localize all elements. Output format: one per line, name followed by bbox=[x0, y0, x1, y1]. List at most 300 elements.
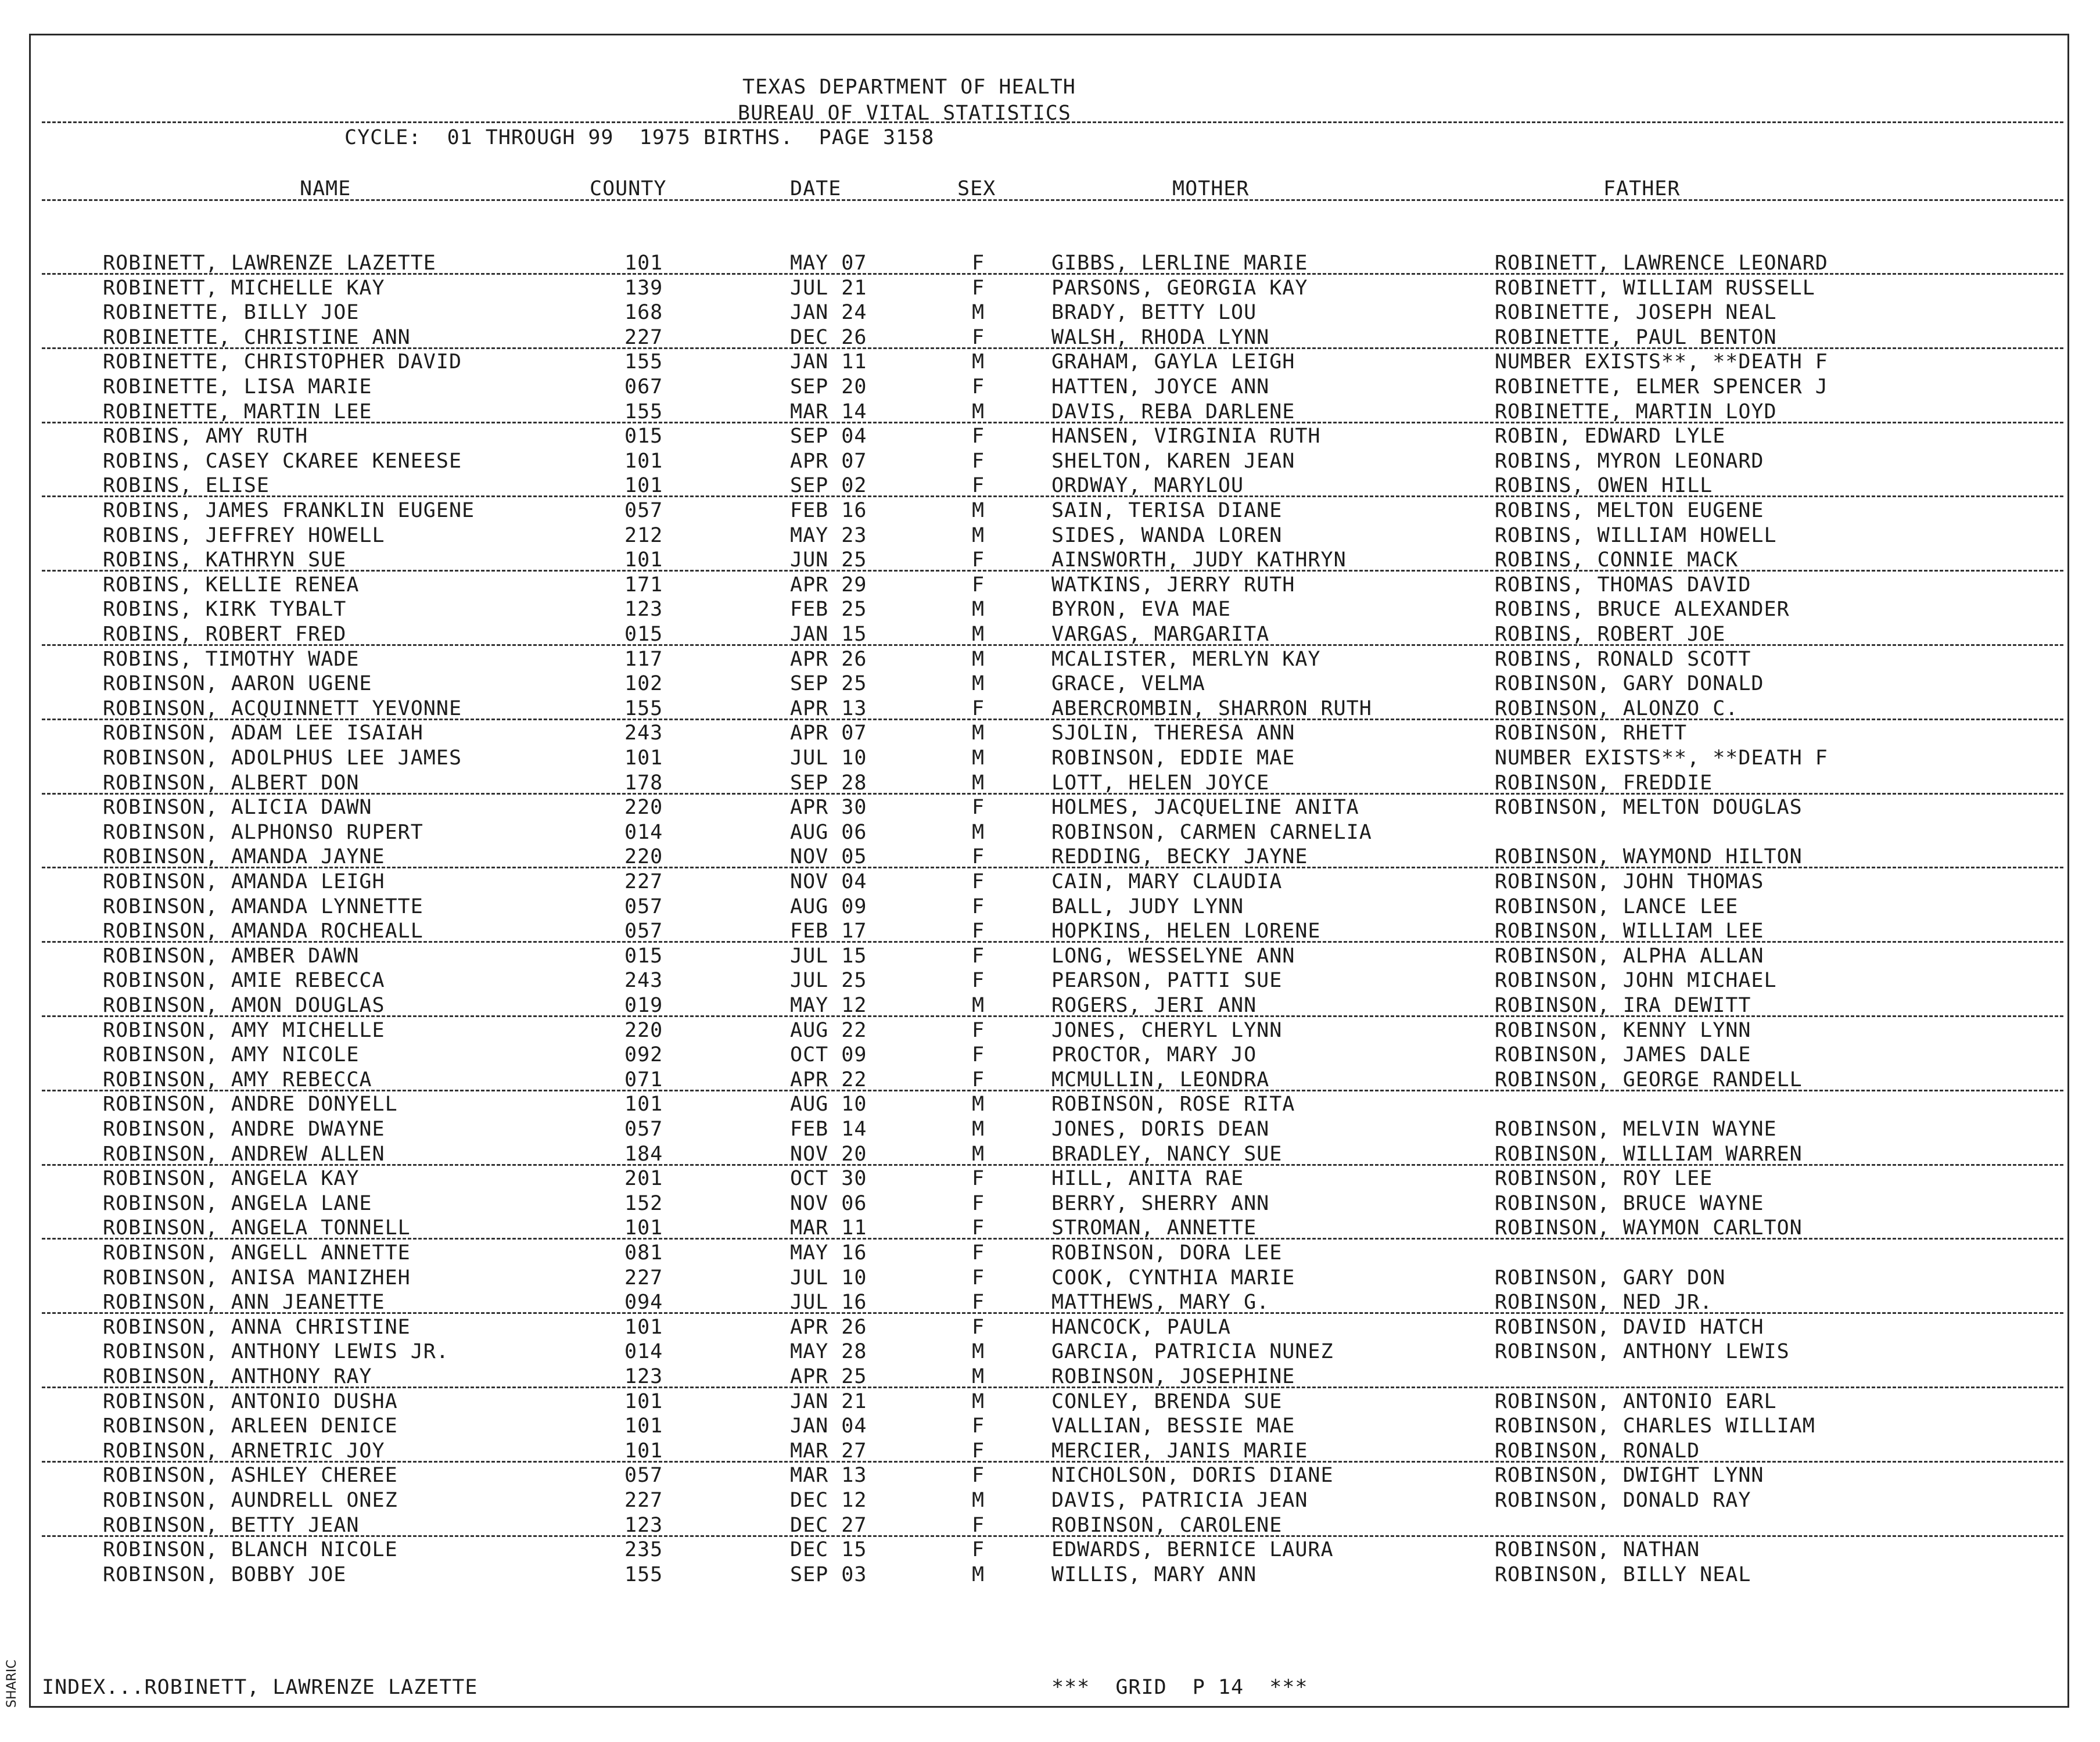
table-row bbox=[0, 1365, 2100, 1390]
cell-mother: ROBINSON, CAROLENE bbox=[1051, 1513, 1283, 1537]
cell-name: ROBINSON, BOBBY JOE bbox=[103, 1563, 347, 1586]
cell-name: ROBINSON, ALBERT DON bbox=[103, 771, 360, 795]
cell-mother: HOLMES, JACQUELINE ANITA bbox=[1051, 796, 1359, 820]
table-row bbox=[0, 1192, 2100, 1217]
cell-name: ROBINSON, ALPHONSO RUPERT bbox=[103, 820, 423, 844]
cell-name: ROBINS, JAMES FRANKLIN EUGENE bbox=[103, 499, 475, 522]
cell-county: 155 bbox=[624, 400, 663, 423]
cell-father: ROBINSON, DWIGHT LYNN bbox=[1495, 1464, 1764, 1488]
cell-sex: M bbox=[972, 672, 985, 696]
cell-county: 067 bbox=[624, 375, 663, 398]
cell-county: 014 bbox=[624, 820, 663, 844]
cell-name: ROBINSON, ANGELA LANE bbox=[103, 1191, 372, 1215]
table-row bbox=[0, 1316, 2100, 1341]
cell-county: 220 bbox=[624, 796, 663, 820]
table-row bbox=[0, 1538, 2100, 1563]
table-row bbox=[0, 1068, 2100, 1093]
cell-sex: M bbox=[972, 1340, 985, 1364]
cell-name: ROBINSON, BETTY JEAN bbox=[103, 1513, 360, 1537]
cell-name: ROBINSON, ANN JEANETTE bbox=[103, 1291, 385, 1314]
cell-county: 102 bbox=[624, 672, 663, 696]
cell-mother: BRADY, BETTY LOU bbox=[1051, 301, 1257, 325]
cell-father: ROBINSON, MELTON DOUGLAS bbox=[1495, 796, 1803, 820]
cell-mother: SHELTON, KAREN JEAN bbox=[1051, 449, 1295, 473]
cell-name: ROBINSON, AMBER DAWN bbox=[103, 944, 360, 968]
cell-mother: GARCIA, PATRICIA NUNEZ bbox=[1051, 1340, 1334, 1364]
cell-county: 227 bbox=[624, 325, 663, 349]
cell-father: ROBINS, RONALD SCOTT bbox=[1495, 647, 1751, 671]
cell-name: ROBINSON, AUNDRELL ONEZ bbox=[103, 1489, 398, 1512]
column-header-sex: SEX bbox=[957, 177, 996, 200]
cell-date: JAN 04 bbox=[790, 1414, 867, 1438]
cell-name: ROBINS, KELLIE RENEA bbox=[103, 573, 360, 597]
cell-father: ROBINS, MYRON LEONARD bbox=[1495, 449, 1764, 473]
cell-father: ROBINS, CONNIE MACK bbox=[1495, 548, 1739, 572]
table-row bbox=[0, 721, 2100, 746]
cell-name: ROBINS, KATHRYN SUE bbox=[103, 548, 347, 572]
table-row bbox=[0, 1216, 2100, 1241]
table-row bbox=[0, 672, 2100, 697]
cell-county: 101 bbox=[624, 548, 663, 572]
cell-mother: MATTHEWS, MARY G. bbox=[1051, 1291, 1270, 1314]
cell-name: ROBINSON, ANDRE DONYELL bbox=[103, 1093, 398, 1116]
side-label: SHARIC bbox=[5, 1660, 19, 1708]
cell-father: ROBINETTE, JOSEPH NEAL bbox=[1495, 301, 1777, 325]
cell-mother: HILL, ANITA RAE bbox=[1051, 1167, 1244, 1191]
cell-date: JUL 21 bbox=[790, 276, 867, 300]
cell-county: 101 bbox=[624, 449, 663, 473]
cell-father: ROBINSON, BRUCE WAYNE bbox=[1495, 1191, 1764, 1215]
cell-mother: GRACE, VELMA bbox=[1051, 672, 1205, 696]
cell-county: 101 bbox=[624, 252, 663, 275]
table-row bbox=[0, 326, 2100, 351]
column-header-divider bbox=[42, 199, 2063, 201]
cell-date: MAR 13 bbox=[790, 1464, 867, 1488]
cell-father: ROBINSON, ALPHA ALLAN bbox=[1495, 944, 1764, 968]
cell-county: 212 bbox=[624, 523, 663, 547]
cell-sex: M bbox=[972, 623, 985, 646]
table-row bbox=[0, 1167, 2100, 1192]
cell-father: ROBINSON, LANCE LEE bbox=[1495, 895, 1739, 918]
cell-father: ROBINSON, DONALD RAY bbox=[1495, 1489, 1751, 1512]
cell-name: ROBINSON, ASHLEY CHEREE bbox=[103, 1464, 398, 1488]
table-row bbox=[0, 920, 2100, 944]
cell-date: AUG 22 bbox=[790, 1018, 867, 1042]
cell-sex: F bbox=[972, 425, 985, 448]
cell-county: 243 bbox=[624, 721, 663, 745]
cell-mother: PARSONS, GEORGIA KAY bbox=[1051, 276, 1308, 300]
cell-mother: JONES, DORIS DEAN bbox=[1051, 1118, 1270, 1141]
cell-name: ROBINETTE, LISA MARIE bbox=[103, 375, 372, 398]
cell-father: ROBINS, THOMAS DAVID bbox=[1495, 573, 1751, 597]
cell-county: 019 bbox=[624, 994, 663, 1017]
cell-name: ROBINSON, AMY REBECCA bbox=[103, 1068, 372, 1091]
cell-name: ROBINETT, MICHELLE KAY bbox=[103, 276, 385, 300]
cell-county: 101 bbox=[624, 474, 663, 498]
table-row bbox=[0, 474, 2100, 499]
cell-name: ROBINS, ROBERT FRED bbox=[103, 623, 347, 646]
cell-date: APR 26 bbox=[790, 1315, 867, 1339]
table-row bbox=[0, 350, 2100, 375]
cell-name: ROBINETT, LAWRENZE LAZETTE bbox=[103, 252, 436, 275]
cell-father: ROBINS, BRUCE ALEXANDER bbox=[1495, 598, 1790, 622]
cell-name: ROBINSON, ADOLPHUS LEE JAMES bbox=[103, 746, 462, 770]
cell-sex: F bbox=[972, 1538, 985, 1562]
table-row bbox=[0, 573, 2100, 598]
table-row bbox=[0, 375, 2100, 400]
table-row bbox=[0, 598, 2100, 623]
cell-county: 227 bbox=[624, 1266, 663, 1290]
cell-date: APR 26 bbox=[790, 647, 867, 671]
cell-father: ROBINSON, RHETT bbox=[1495, 721, 1688, 745]
cell-father: ROBINSON, DAVID HATCH bbox=[1495, 1315, 1764, 1339]
cell-name: ROBINSON, AMY NICOLE bbox=[103, 1043, 360, 1067]
cell-county: 152 bbox=[624, 1191, 663, 1215]
table-row bbox=[0, 1464, 2100, 1489]
cell-date: SEP 02 bbox=[790, 474, 867, 498]
header-title: TEXAS DEPARTMENT OF HEALTH bbox=[742, 76, 1076, 99]
cell-father: ROBINSON, GARY DON bbox=[1495, 1266, 1726, 1290]
cell-name: ROBINSON, ANNA CHRISTINE bbox=[103, 1315, 411, 1339]
cell-county: 057 bbox=[624, 920, 663, 943]
cell-mother: ROBINSON, DORA LEE bbox=[1051, 1241, 1283, 1265]
cell-date: FEB 25 bbox=[790, 598, 867, 622]
cell-name: ROBINSON, ANGELA KAY bbox=[103, 1167, 360, 1191]
cell-date: OCT 09 bbox=[790, 1043, 867, 1067]
table-row bbox=[0, 252, 2100, 276]
cell-father: ROBINSON, JOHN THOMAS bbox=[1495, 870, 1764, 893]
cell-mother: EDWARDS, BERNICE LAURA bbox=[1051, 1538, 1334, 1562]
cell-sex: F bbox=[972, 1464, 985, 1488]
cell-sex: F bbox=[972, 895, 985, 918]
cell-mother: WILLIS, MARY ANN bbox=[1051, 1563, 1257, 1586]
cell-sex: F bbox=[972, 474, 985, 498]
cell-date: JUL 10 bbox=[790, 1266, 867, 1290]
cell-date: DEC 27 bbox=[790, 1513, 867, 1537]
cell-name: ROBINS, JEFFREY HOWELL bbox=[103, 523, 385, 547]
cell-father: ROBINS, ROBERT JOE bbox=[1495, 623, 1726, 646]
cell-county: 101 bbox=[624, 1414, 663, 1438]
cell-name: ROBINSON, ADAM LEE ISAIAH bbox=[103, 721, 423, 745]
column-header-father: FATHER bbox=[1603, 177, 1681, 200]
cell-date: AUG 06 bbox=[790, 820, 867, 844]
cell-county: 220 bbox=[624, 1018, 663, 1042]
cell-sex: F bbox=[972, 548, 985, 572]
table-row bbox=[0, 1414, 2100, 1439]
cell-name: ROBINSON, ARNETRIC JOY bbox=[103, 1439, 385, 1463]
cell-name: ROBINSON, AMON DOUGLAS bbox=[103, 994, 385, 1017]
cell-name: ROBINS, KIRK TYBALT bbox=[103, 598, 347, 622]
cell-sex: F bbox=[972, 573, 985, 597]
cycle-line: CYCLE: 01 THROUGH 99 1975 BIRTHS. PAGE 3158 bbox=[344, 126, 935, 149]
cell-mother: HOPKINS, HELEN LORENE bbox=[1051, 920, 1321, 943]
table-row bbox=[0, 771, 2100, 796]
cell-mother: BALL, JUDY LYNN bbox=[1051, 895, 1244, 918]
cell-county: 243 bbox=[624, 969, 663, 993]
table-row bbox=[0, 623, 2100, 648]
cell-date: JUN 25 bbox=[790, 548, 867, 572]
cell-name: ROBINSON, AMY MICHELLE bbox=[103, 1018, 385, 1042]
cell-father: ROBINSON, RONALD bbox=[1495, 1439, 1700, 1463]
cell-date: APR 07 bbox=[790, 721, 867, 745]
cell-county: 139 bbox=[624, 276, 663, 300]
cell-date: APR 13 bbox=[790, 696, 867, 720]
cell-sex: F bbox=[972, 920, 985, 943]
cell-county: 101 bbox=[624, 1315, 663, 1339]
cell-county: 123 bbox=[624, 598, 663, 622]
cell-mother: VALLIAN, BESSIE MAE bbox=[1051, 1414, 1295, 1438]
cell-name: ROBINSON, AMANDA LYNNETTE bbox=[103, 895, 423, 918]
cell-date: SEP 20 bbox=[790, 375, 867, 398]
cell-sex: F bbox=[972, 1043, 985, 1067]
cell-county: 015 bbox=[624, 623, 663, 646]
cell-sex: M bbox=[972, 1142, 985, 1166]
cell-mother: BYRON, EVA MAE bbox=[1051, 598, 1232, 622]
cell-name: ROBINSON, ANISA MANIZHEH bbox=[103, 1266, 411, 1290]
cell-date: SEP 25 bbox=[790, 672, 867, 696]
cell-father: ROBINSON, IRA DEWITT bbox=[1495, 994, 1751, 1017]
cell-father: NUMBER EXISTS**, **DEATH F bbox=[1495, 746, 1828, 770]
cell-date: MAY 07 bbox=[790, 252, 867, 275]
cell-mother: ROBINSON, JOSEPHINE bbox=[1051, 1365, 1295, 1388]
cell-date: AUG 10 bbox=[790, 1093, 867, 1116]
cell-sex: M bbox=[972, 721, 985, 745]
column-header-date: DATE bbox=[790, 177, 842, 200]
cell-father: ROBINSON, CHARLES WILLIAM bbox=[1495, 1414, 1815, 1438]
cell-date: DEC 15 bbox=[790, 1538, 867, 1562]
cell-date: MAR 27 bbox=[790, 1439, 867, 1463]
cell-father: ROBINS, MELTON EUGENE bbox=[1495, 499, 1764, 522]
cell-county: 092 bbox=[624, 1043, 663, 1067]
cell-sex: F bbox=[972, 325, 985, 349]
cell-sex: F bbox=[972, 1513, 985, 1537]
cell-sex: F bbox=[972, 1315, 985, 1339]
cell-date: JUL 10 bbox=[790, 746, 867, 770]
cell-father: ROBINSON, BILLY NEAL bbox=[1495, 1563, 1751, 1586]
cell-county: 015 bbox=[624, 944, 663, 968]
cell-date: JAN 11 bbox=[790, 350, 867, 374]
cell-county: 101 bbox=[624, 1389, 663, 1413]
cell-county: 015 bbox=[624, 425, 663, 448]
cell-mother: COOK, CYNTHIA MARIE bbox=[1051, 1266, 1295, 1290]
cell-sex: F bbox=[972, 1068, 985, 1091]
cell-sex: M bbox=[972, 746, 985, 770]
cell-sex: F bbox=[972, 449, 985, 473]
cell-sex: F bbox=[972, 845, 985, 869]
cell-date: NOV 05 bbox=[790, 845, 867, 869]
table-row bbox=[0, 944, 2100, 969]
cell-sex: F bbox=[972, 796, 985, 820]
cell-mother: JONES, CHERYL LYNN bbox=[1051, 1018, 1283, 1042]
cell-name: ROBINSON, ANDREW ALLEN bbox=[103, 1142, 385, 1166]
cell-mother: HANSEN, VIRGINIA RUTH bbox=[1051, 425, 1321, 448]
cell-sex: F bbox=[972, 375, 985, 398]
cell-sex: M bbox=[972, 771, 985, 795]
cell-name: ROBINSON, AARON UGENE bbox=[103, 672, 372, 696]
cell-date: APR 22 bbox=[790, 1068, 867, 1091]
cell-name: ROBINSON, BLANCH NICOLE bbox=[103, 1538, 398, 1562]
table-row bbox=[0, 1241, 2100, 1266]
column-header-name: NAME bbox=[300, 177, 351, 200]
cell-name: ROBINETTE, CHRISTINE ANN bbox=[103, 325, 411, 349]
cell-county: 168 bbox=[624, 301, 663, 325]
cell-mother: AINSWORTH, JUDY KATHRYN bbox=[1051, 548, 1347, 572]
cell-name: ROBINSON, ANGELL ANNETTE bbox=[103, 1241, 411, 1265]
cell-date: FEB 16 bbox=[790, 499, 867, 522]
cell-county: 014 bbox=[624, 1340, 663, 1364]
cell-father: ROBINSON, FREDDIE bbox=[1495, 771, 1713, 795]
cell-mother: HATTEN, JOYCE ANN bbox=[1051, 375, 1270, 398]
table-row bbox=[0, 969, 2100, 994]
cell-name: ROBINSON, ARLEEN DENICE bbox=[103, 1414, 398, 1438]
cell-date: FEB 14 bbox=[790, 1118, 867, 1141]
cell-sex: F bbox=[972, 1167, 985, 1191]
cell-date: DEC 26 bbox=[790, 325, 867, 349]
cell-county: 071 bbox=[624, 1068, 663, 1091]
cell-date: JAN 24 bbox=[790, 301, 867, 325]
cell-mother: VARGAS, MARGARITA bbox=[1051, 623, 1270, 646]
cell-name: ROBINSON, ALICIA DAWN bbox=[103, 796, 372, 820]
table-row bbox=[0, 1514, 2100, 1539]
cell-sex: M bbox=[972, 598, 985, 622]
cell-name: ROBINS, TIMOTHY WADE bbox=[103, 647, 360, 671]
table-row bbox=[0, 1489, 2100, 1514]
cell-mother: DAVIS, REBA DARLENE bbox=[1051, 400, 1295, 423]
cell-father: ROBINETTE, ELMER SPENCER J bbox=[1495, 375, 1828, 398]
cell-father: NUMBER EXISTS**, **DEATH F bbox=[1495, 350, 1828, 374]
table-row bbox=[0, 845, 2100, 870]
cell-name: ROBINETTE, BILLY JOE bbox=[103, 301, 360, 325]
cell-sex: M bbox=[972, 1118, 985, 1141]
cell-date: SEP 28 bbox=[790, 771, 867, 795]
cell-sex: M bbox=[972, 499, 985, 522]
cell-date: MAR 14 bbox=[790, 400, 867, 423]
cell-father: ROBINSON, KENNY LYNN bbox=[1495, 1018, 1751, 1042]
cell-father: ROBINS, OWEN HILL bbox=[1495, 474, 1713, 498]
cell-name: ROBINSON, ANTHONY RAY bbox=[103, 1365, 372, 1388]
table-row bbox=[0, 450, 2100, 475]
table-row bbox=[0, 1439, 2100, 1464]
cell-sex: M bbox=[972, 820, 985, 844]
table-row bbox=[0, 1143, 2100, 1168]
cell-mother: GIBBS, LERLINE MARIE bbox=[1051, 252, 1308, 275]
cell-date: JAN 21 bbox=[790, 1389, 867, 1413]
cell-father: ROBINSON, WILLIAM LEE bbox=[1495, 920, 1764, 943]
cell-father: ROBINSON, NED JR. bbox=[1495, 1291, 1713, 1314]
cell-sex: M bbox=[972, 1489, 985, 1512]
cell-date: DEC 12 bbox=[790, 1489, 867, 1512]
cell-name: ROBINSON, AMIE REBECCA bbox=[103, 969, 385, 993]
cell-father: ROBINSON, GARY DONALD bbox=[1495, 672, 1764, 696]
cell-sex: M bbox=[972, 994, 985, 1017]
cell-sex: F bbox=[972, 1291, 985, 1314]
cell-name: ROBINSON, ACQUINNETT YEVONNE bbox=[103, 696, 462, 720]
cell-county: 094 bbox=[624, 1291, 663, 1314]
table-row bbox=[0, 499, 2100, 524]
cell-name: ROBINS, ELISE bbox=[103, 474, 270, 498]
cell-mother: ROBINSON, CARMEN CARNELIA bbox=[1051, 820, 1372, 844]
cell-county: 123 bbox=[624, 1513, 663, 1537]
cell-father: ROBINETTE, PAUL BENTON bbox=[1495, 325, 1777, 349]
cell-name: ROBINETTE, CHRISTOPHER DAVID bbox=[103, 350, 462, 374]
table-row bbox=[0, 1390, 2100, 1415]
cell-name: ROBINSON, AMANDA JAYNE bbox=[103, 845, 385, 869]
cell-date: SEP 04 bbox=[790, 425, 867, 448]
cell-sex: F bbox=[972, 696, 985, 720]
table-row bbox=[0, 276, 2100, 301]
cell-date: NOV 06 bbox=[790, 1191, 867, 1215]
cell-date: MAY 16 bbox=[790, 1241, 867, 1265]
cell-mother: STROMAN, ANNETTE bbox=[1051, 1216, 1257, 1240]
cell-date: SEP 03 bbox=[790, 1563, 867, 1586]
cell-sex: F bbox=[972, 1216, 985, 1240]
cell-date: NOV 04 bbox=[790, 870, 867, 893]
cell-sex: M bbox=[972, 1389, 985, 1413]
cell-mother: WATKINS, JERRY RUTH bbox=[1051, 573, 1295, 597]
cell-father: ROBINSON, ROY LEE bbox=[1495, 1167, 1713, 1191]
cell-mother: DAVIS, PATRICIA JEAN bbox=[1051, 1489, 1308, 1512]
cell-name: ROBINSON, AMANDA ROCHEALL bbox=[103, 920, 423, 943]
cell-date: MAY 12 bbox=[790, 994, 867, 1017]
table-row bbox=[0, 1093, 2100, 1118]
cell-county: 057 bbox=[624, 895, 663, 918]
cell-sex: F bbox=[972, 1266, 985, 1290]
cell-mother: LONG, WESSELYNE ANN bbox=[1051, 944, 1295, 968]
cell-mother: BERRY, SHERRY ANN bbox=[1051, 1191, 1270, 1215]
cell-name: ROBINETTE, MARTIN LEE bbox=[103, 400, 372, 423]
cell-father: ROBINSON, GEORGE RANDELL bbox=[1495, 1068, 1803, 1091]
cell-mother: SAIN, TERISA DIANE bbox=[1051, 499, 1283, 522]
cell-father: ROBINSON, ANTHONY LEWIS bbox=[1495, 1340, 1790, 1364]
cell-county: 101 bbox=[624, 1439, 663, 1463]
header-divider bbox=[42, 121, 2063, 123]
cell-date: APR 29 bbox=[790, 573, 867, 597]
table-row bbox=[0, 425, 2100, 450]
cell-name: ROBINSON, ANTONIO DUSHA bbox=[103, 1389, 398, 1413]
cell-date: MAR 11 bbox=[790, 1216, 867, 1240]
footer-index: INDEX...ROBINETT, LAWRENZE LAZETTE bbox=[42, 1676, 478, 1699]
table-row bbox=[0, 697, 2100, 722]
cell-name: ROBINSON, AMANDA LEIGH bbox=[103, 870, 385, 893]
cell-sex: F bbox=[972, 1439, 985, 1463]
cell-name: ROBINS, AMY RUTH bbox=[103, 425, 308, 448]
cell-date: FEB 17 bbox=[790, 920, 867, 943]
cell-county: 235 bbox=[624, 1538, 663, 1562]
cell-date: JAN 15 bbox=[790, 623, 867, 646]
cell-date: APR 07 bbox=[790, 449, 867, 473]
column-header-county: COUNTY bbox=[590, 177, 667, 200]
header-subtitle: BUREAU OF VITAL STATISTICS bbox=[738, 102, 1071, 125]
cell-mother: PROCTOR, MARY JO bbox=[1051, 1043, 1257, 1067]
cell-mother: ORDWAY, MARYLOU bbox=[1051, 474, 1244, 498]
cell-mother: ROGERS, JERI ANN bbox=[1051, 994, 1257, 1017]
cell-date: AUG 09 bbox=[790, 895, 867, 918]
cell-sex: M bbox=[972, 1365, 985, 1388]
cell-county: 227 bbox=[624, 870, 663, 893]
cell-date: JUL 16 bbox=[790, 1291, 867, 1314]
cell-sex: F bbox=[972, 1414, 985, 1438]
cell-mother: HANCOCK, PAULA bbox=[1051, 1315, 1232, 1339]
cell-father: ROBINETT, LAWRENCE LEONARD bbox=[1495, 252, 1828, 275]
cell-sex: M bbox=[972, 1093, 985, 1116]
cell-county: 101 bbox=[624, 746, 663, 770]
table-row bbox=[0, 1291, 2100, 1316]
table-row bbox=[0, 796, 2100, 821]
cell-date: OCT 30 bbox=[790, 1167, 867, 1191]
cell-mother: PEARSON, PATTI SUE bbox=[1051, 969, 1283, 993]
cell-county: 220 bbox=[624, 845, 663, 869]
cell-mother: MERCIER, JANIS MARIE bbox=[1051, 1439, 1308, 1463]
